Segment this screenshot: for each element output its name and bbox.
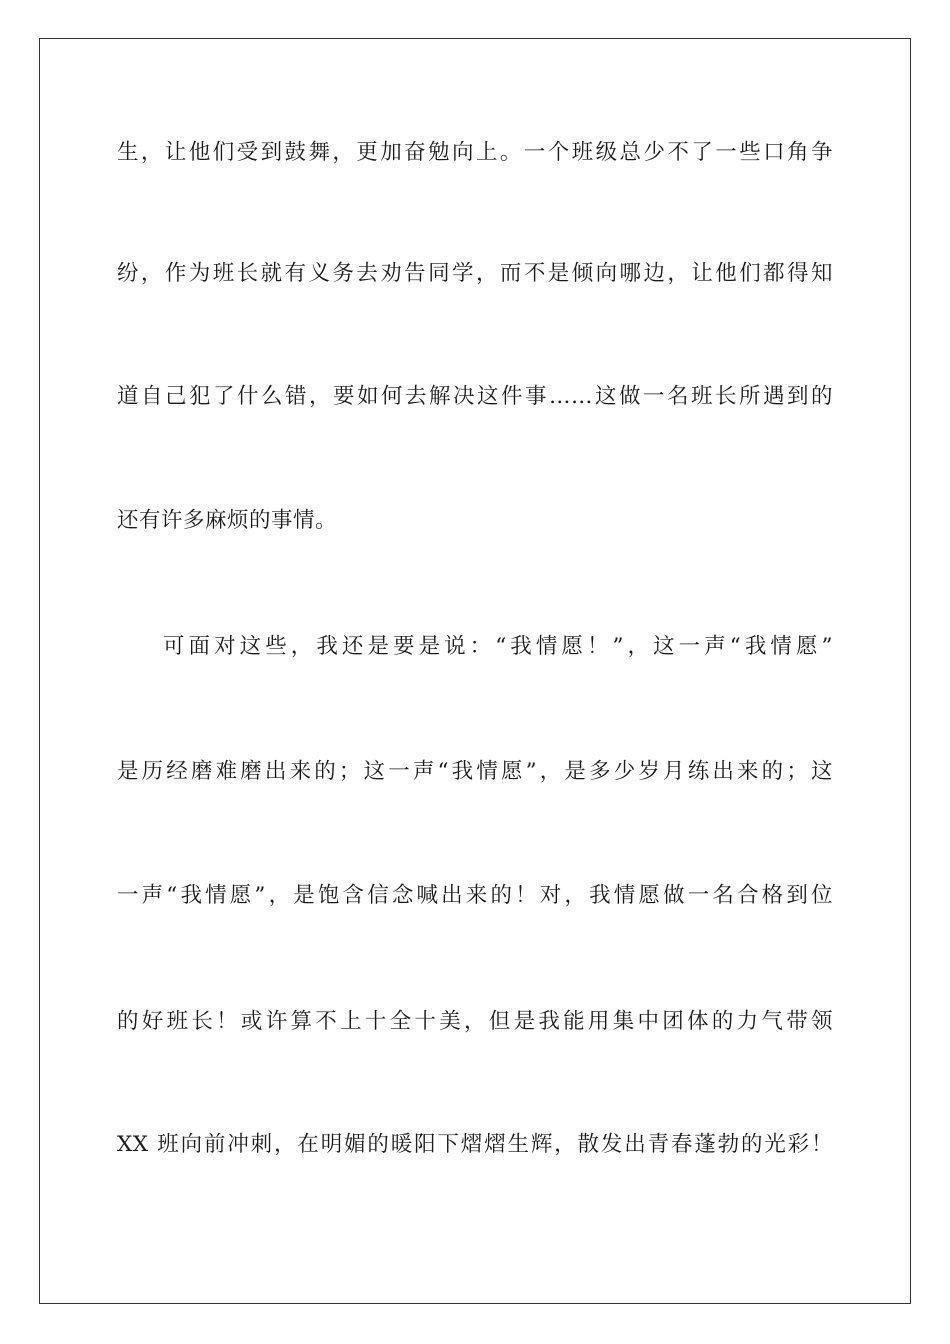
paragraph-line-3: 道自己犯了什么错，要如何去解决这件事……这做一名班长所遇到的 (117, 384, 833, 409)
paragraph-line-1: 生，让他们受到鼓舞，更加奋勉向上。一个班级总少不了一些口角争 (117, 140, 833, 165)
paragraph-line-4: 还有许多麻烦的事情。 (117, 508, 338, 533)
paragraph-line-7: 一声“我情愿”，是饱含信念喊出来的！对，我情愿做一名合格到位 (117, 883, 833, 908)
paragraph-line-2: 纷，作为班长就有义务去劝告同学，而不是倾向哪边，让他们都得知 (117, 261, 833, 286)
paragraph-line-5: 可面对这些，我还是要是说：“我情愿！”，这一声“我情愿” (163, 634, 833, 659)
paragraph-line-9: XX 班向前冲刺，在明媚的暖阳下熠熠生辉，散发出青春蓬勃的光彩！ (117, 1132, 833, 1157)
paragraph-line-6: 是历经磨难磨出来的；这一声“我情愿”，是多少岁月练出来的；这 (117, 759, 833, 784)
paragraph-line-8: 的好班长！或许算不上十全十美，但是我能用集中团体的力气带领 (117, 1009, 833, 1034)
page-border (39, 38, 911, 1304)
